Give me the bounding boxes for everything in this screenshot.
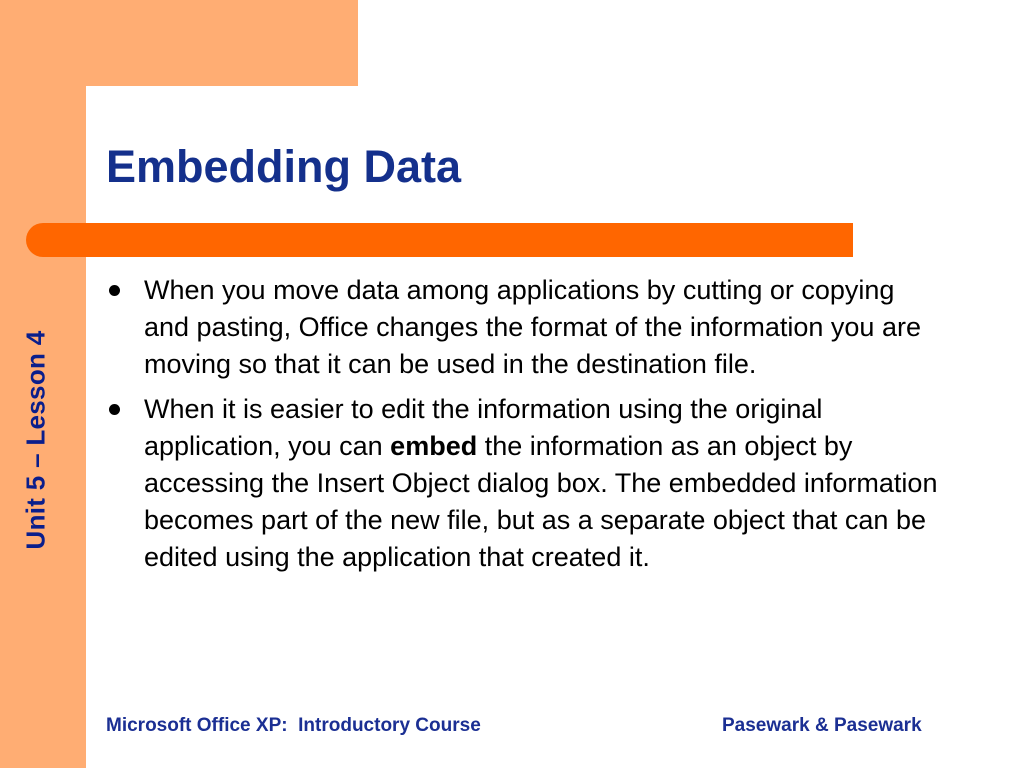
bullet-item xyxy=(106,391,946,576)
bullet-list xyxy=(106,272,946,584)
bullet-text: When you move data among applications by cutting or copying and pasting, Office changes the format of the information you are moving so that it can be used in the destination file. xyxy=(144,275,921,379)
bullet-dot-icon xyxy=(109,285,120,296)
bullet-emphasis: embed xyxy=(390,431,478,461)
footer-authors: Pasewark & Pasewark xyxy=(722,715,922,736)
bullet-text-after: the information as an object by accessing the Insert Object dialog box. The embedded information becomes part of the new file, but as a separate object that can be edited using the application that created it. xyxy=(144,431,938,572)
unit-lesson-label: Unit 5 – Lesson 4 xyxy=(20,330,51,550)
bullet-item xyxy=(106,272,946,383)
top-decorative-band xyxy=(0,0,358,86)
title-underline-bar xyxy=(26,223,853,257)
bullet-dot-icon xyxy=(109,404,120,415)
slide-title: Embedding Data xyxy=(106,141,462,192)
footer-course-title: Microsoft Office XP: Introductory Course xyxy=(106,715,481,736)
bullet-text-before: When it is easier to edit the information using the original application, you can xyxy=(144,394,823,461)
